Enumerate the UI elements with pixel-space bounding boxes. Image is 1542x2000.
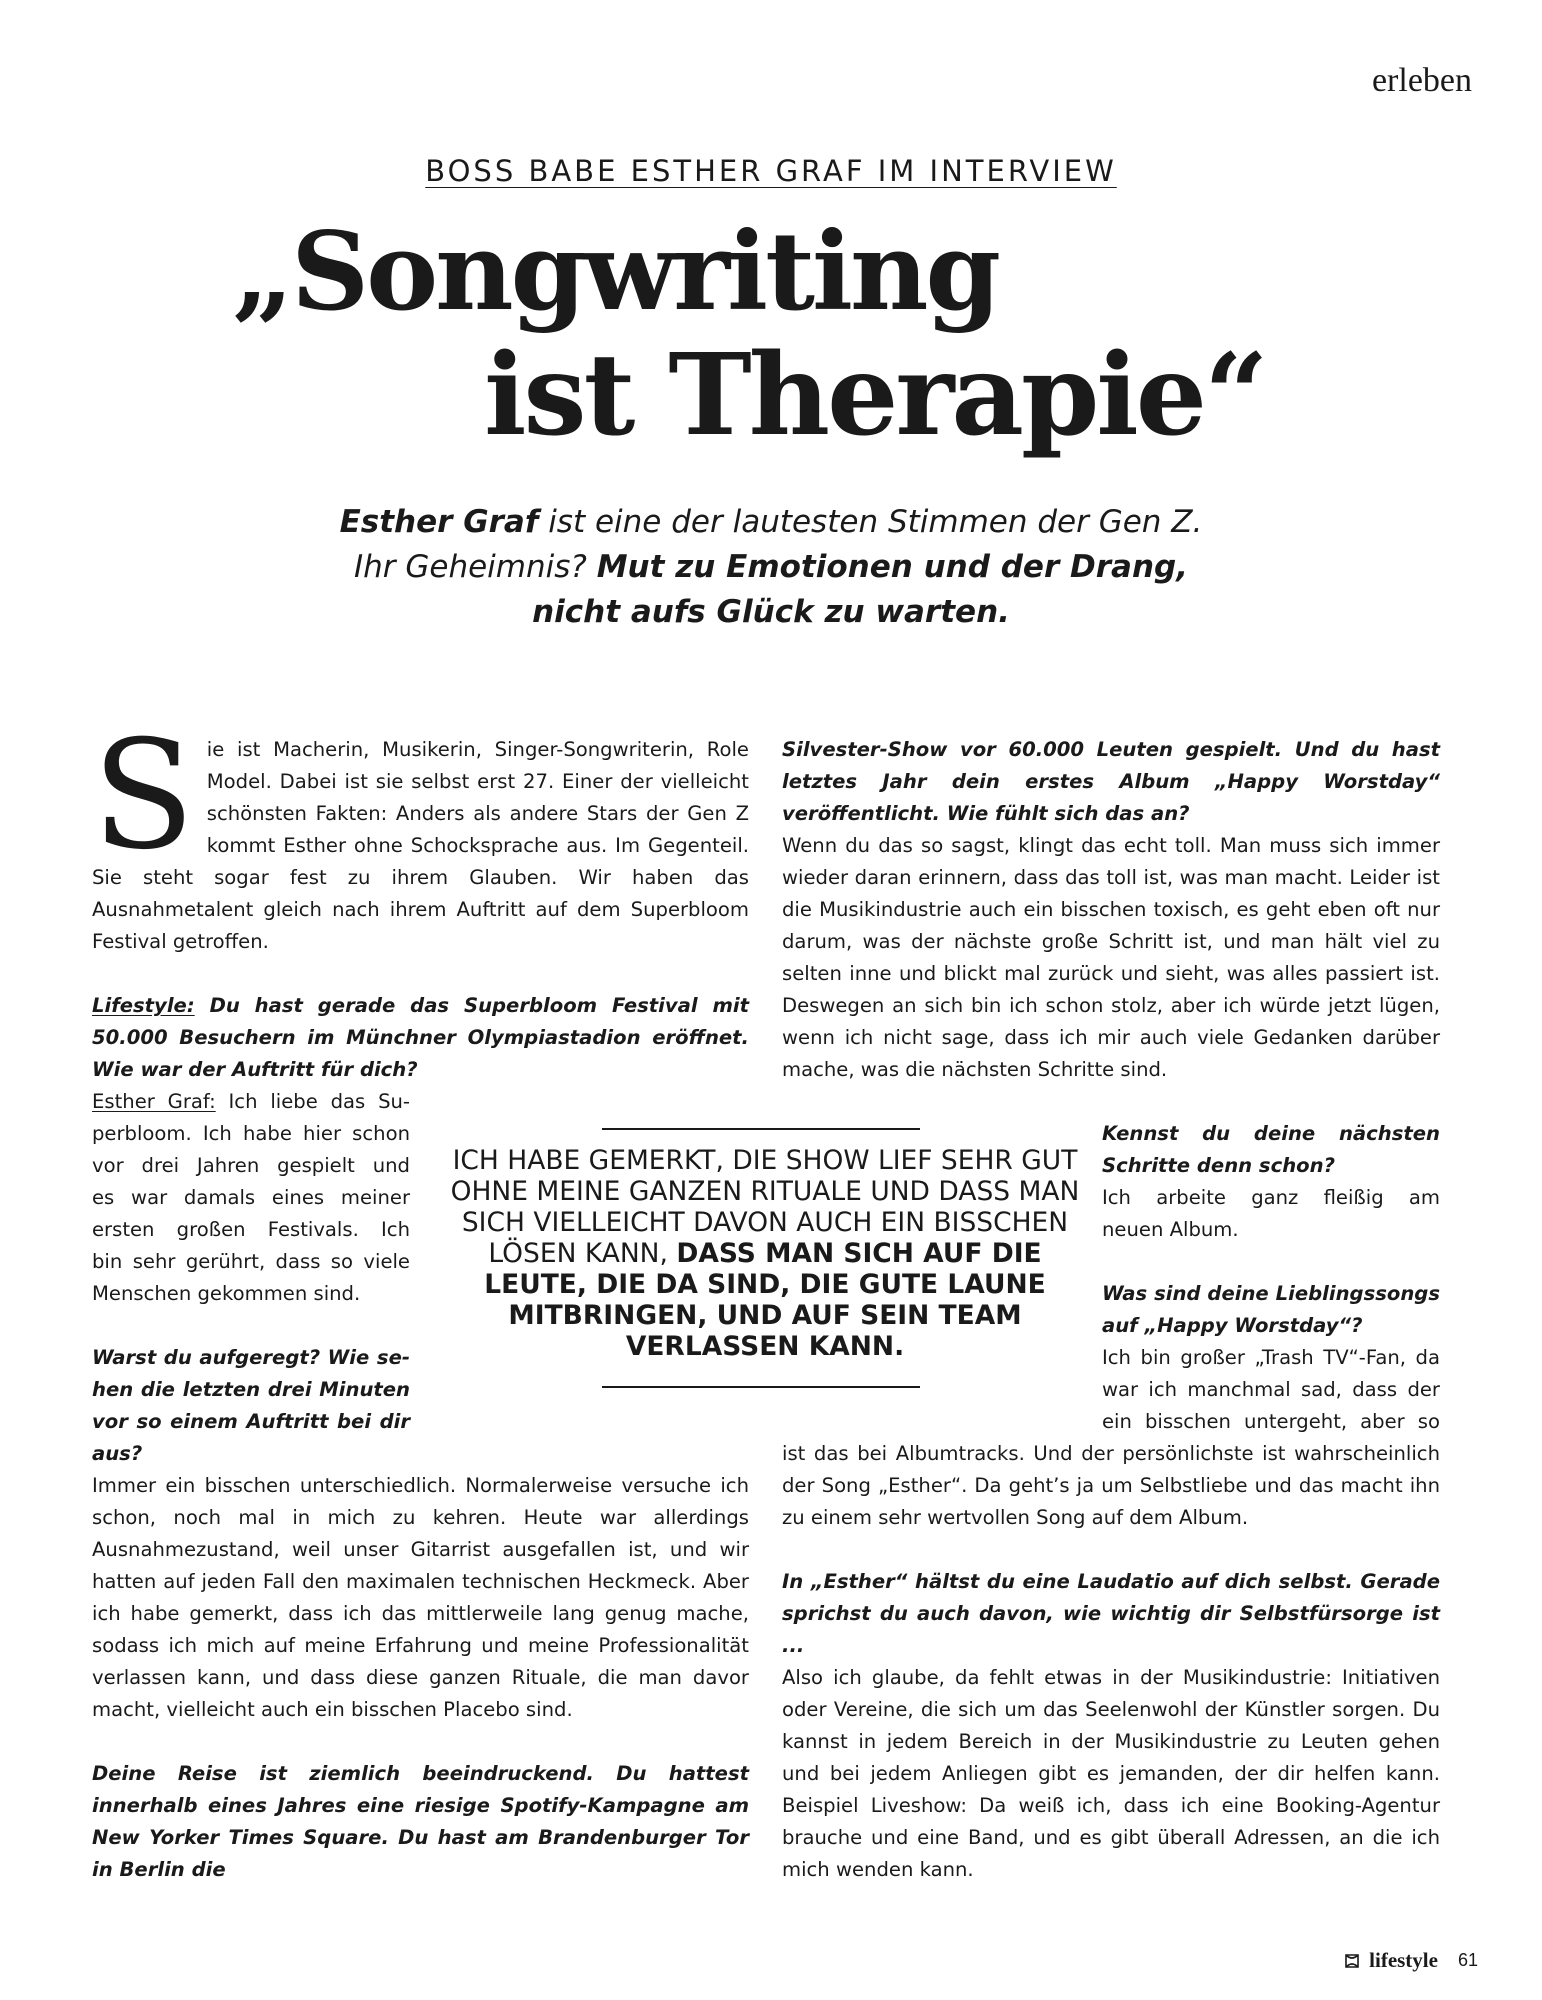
question-2: Warst du aufgeregt? Wie se- — [92, 1346, 410, 1369]
intro-paragraph — [92, 709, 749, 958]
lede-bold1: Mut zu Emotionen und der Drang, — [596, 549, 1189, 585]
intro-text: ie ist Macherin, Musikerin, Singer-Songwriterin, Role Model. Dabei ist sie selbst erst 27. Einer der vielleicht schönsten Fakten: Anders als andere Stars der Gen Z kommt Esther ohne Schocksprache aus. Im Gegenteil. Sie steht sogar fest zu ihrem Glauben. Wir haben das Ausnahmetalent gleich nach ihrem Auftritt auf dem Superbloom Festival getroffen. — [92, 738, 749, 953]
answer-1: Esther Graf: Ich liebe das Su- — [92, 1090, 410, 1113]
pull-quote-rule-bottom — [602, 1386, 920, 1388]
page-footer — [1343, 1948, 1478, 1973]
headline-line-1: „Songwriting — [232, 209, 999, 335]
right-column-top — [782, 734, 1440, 1086]
footer-brand: lifestyle — [1369, 1948, 1438, 1972]
right-column-bottom — [782, 1438, 1440, 1886]
pull-quote — [440, 1145, 1090, 1362]
left-column-bottom — [92, 1470, 749, 1886]
answer-5-rest: ist das bei Albumtracks. Und der persönlichste ist wahrscheinlich der Song „Esther“. Da geht’s ja um Selbstliebe und das macht ihn zu einem sehr wertvollen Song auf dem Album. — [782, 1442, 1440, 1529]
answer-6: Also ich glaube, da fehlt etwas in der Musikindustrie: Initiativen oder Vereine, die sich um das Seelenwohl der Künstler sorgen. Du kannst in jedem Bereich in der Musikindustrie zu Leuten gehen und bei jedem Anliegen gibt es jemanden, der dir helfen kann. Beispiel Liveshow: Da weiß ich, dass ich eine Booking-Agentur brauche und eine Band, und es gibt überall Adressen, an die ich mich wenden kann. — [782, 1666, 1440, 1881]
lede — [0, 500, 1542, 635]
interviewer-label: Lifestyle: — [92, 994, 195, 1017]
pull-quote-light: ICH HABE GEMERKT, DIE SHOW LIEF SEHR GUT OHNE MEINE GANZEN RITUALE UND DASS MAN SICH VIELLEICHT DAVON AUCH EIN BISSCHEN LÖSEN KANN, — [450, 1145, 1080, 1269]
kicker: BOSS BABE ESTHER GRAF IM INTERVIEW — [425, 154, 1117, 188]
left-column-narrow: Esther Graf: Ich liebe das Su- perbloom. Ich habe hier schon vor drei Jahren gespielt und es war damals eines meiner ersten großen Festivals. Ich bin sehr gerührt, dass so viele Menschen gekommen sind. Warst du aufgeregt? Wie se- hen die letzten drei Minuten vor so einem Auftritt bei dir aus? — [92, 1086, 410, 1470]
section-label: erleben — [1371, 62, 1472, 99]
lede-name: Esther Graf — [339, 504, 539, 540]
dropcap: S — [92, 709, 195, 883]
question-6: In „Esther“ hältst du eine Laudatio auf dich selbst. Gerade sprichst du auch davon, wie wichtig dir Selbstfürsorge ist ... — [782, 1570, 1440, 1657]
pull-quote-rule-top — [602, 1128, 920, 1130]
question-5: Was sind deine Lieblingssongs — [1102, 1282, 1440, 1305]
question-3: Deine Reise ist ziemlich beeindruckend. Du hattest innerhalb eines Jahres eine riesige Spotify-Kampagne am New Yorker Times Square. Du hast am Brandenburger Tor in Berlin die — [92, 1762, 749, 1881]
answer-4: Ich arbeite ganz fleißig am — [1102, 1186, 1440, 1209]
interviewee-label: Esther Graf: — [92, 1090, 216, 1113]
left-column-top — [92, 709, 749, 1086]
headline-line-2: ist Therapie“ — [484, 330, 1266, 461]
question-4: Kennst du deine nächsten — [1102, 1122, 1440, 1145]
question-1: Lifestyle: Du hast gerade das Superbloom Festival mit 50.000 Besuchern im Münchner Olympiastadion eröffnet. Wie war der Auftritt für dich? — [92, 994, 749, 1081]
answer-2: Immer ein bisschen unterschiedlich. Normalerweise versuche ich schon, noch mal in mich zu kehren. Heute war allerdings Ausnahmezustand, weil unser Gitarrist ausgefallen ist, und wir hatten auf jeden Fall den maximalen technischen Heckmeck. Aber ich habe gemerkt, dass ich das mittlerweile lang genug mache, sodass ich mich auf meine Erfahrung und meine Professionalität verlassen kann, und dass diese ganzen Rituale, die man davor macht, vielleicht auch ein bisschen Placebo sind. — [92, 1474, 749, 1721]
right-column-narrow: Kennst du deine nächsten Schritte denn schon? Ich arbeite ganz fleißig am neuen Album. Was sind deine Lieblingssongs auf „Happy Worstday“? Ich bin großer „Trash TV“-Fan, da war ich manchmal sad, dass der ein bisschen untergeht, aber so — [1102, 1118, 1440, 1438]
answer-5: Ich bin großer „Trash TV“-Fan, da — [1102, 1346, 1440, 1369]
pull-quote-bold: DASS MAN SICH AUF DIE LEUTE, DIE DA SIND, DIE GUTE LAUNE MITBRINGEN, UND AUF SEIN TEAM VERLASSEN KANN. — [484, 1238, 1046, 1362]
lede-part2: Ihr Geheimnis? — [353, 549, 597, 585]
lede-bold2: nicht aufs Glück zu warten. — [532, 594, 1010, 630]
answer-3: Wenn du das so sagst, klingt das echt toll. Man muss sich immer wieder daran erinnern, dass das toll ist, was man macht. Leider ist die Musikindustrie auch ein bisschen toxisch, es geht eben oft nur darum, was der nächste große Schritt ist, und man hält viel zu selten inne und blickt mal zurück und sieht, was alles passiert ist. Deswegen an sich bin ich schon stolz, aber ich würde jetzt lügen, wenn ich nicht sage, dass ich mir auch viele Gedanken darüber mache, was die nächsten Schritte sind. — [782, 834, 1440, 1081]
page-number: 61 — [1457, 1950, 1478, 1970]
question-3-continued: Silvester-Show vor 60.000 Leuten gespielt. Und du hast letztes Jahr dein erstes Album „Happy Worstday“ veröffentlicht. Wie fühlt sich das an? — [782, 738, 1440, 825]
lede-part1: ist eine der lautesten Stimmen der Gen Z. — [538, 504, 1203, 540]
ornament-icon — [1343, 1952, 1361, 1970]
